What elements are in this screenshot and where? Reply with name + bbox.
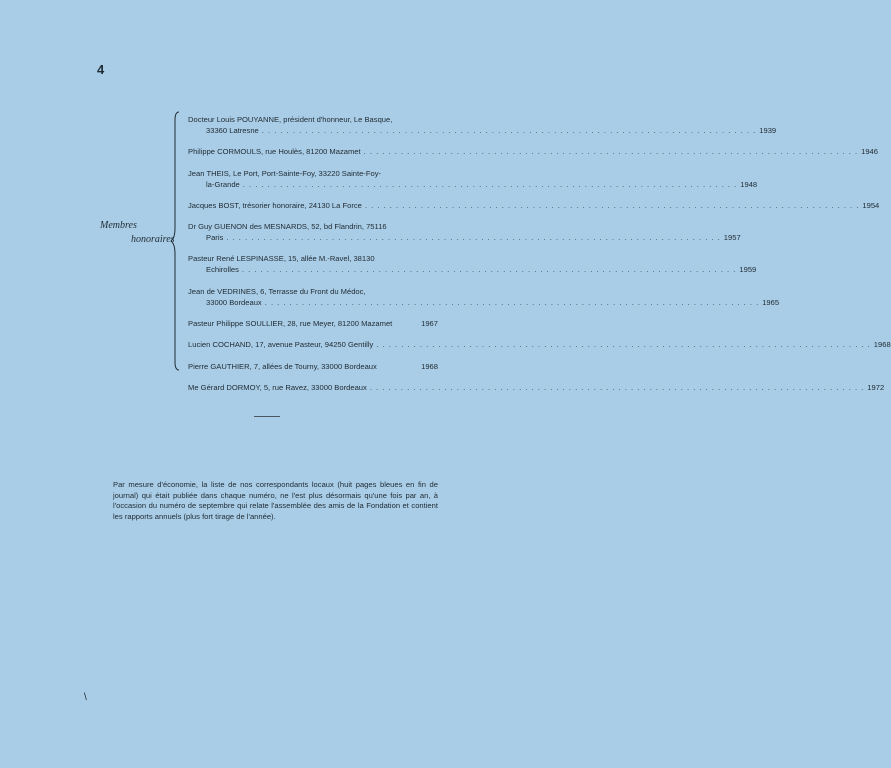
member-year: 1959 (739, 265, 757, 275)
member-text: Pasteur Philippe SOULLIER, 28, rue Meyer, 81200 Mazamet (188, 319, 393, 329)
member-entry (188, 318, 438, 329)
member-line (188, 361, 438, 372)
member-line (188, 286, 438, 297)
dot-leader (395, 318, 418, 329)
page-number: 4 (97, 62, 105, 77)
member-line (188, 179, 758, 190)
member-entry (188, 200, 880, 211)
member-text: Lucien COCHAND, 17, avenue Pasteur, 94250 Gentilly (188, 340, 374, 350)
dot-leader: . . . . . . . . . . . . . . . . . . . . . . . . . . . . . . . . . . . . . . . . . . . . . . . . . . . . . . . . . . . . . . . . . . . . . . . . . . . . . . . . (369, 382, 865, 392)
member-line (188, 221, 438, 232)
member-text: la-Grande (206, 179, 240, 189)
member-line (188, 114, 438, 125)
dot-leader: . . . . . . . . . . . . . . . . . . . . . . . . . . . . . . . . . . . . . . . . . . . . . . . . . . . . . . . . . . . . . . . . . . . . . . . . . . . . . . . . (364, 200, 860, 210)
member-entry (188, 339, 891, 350)
member-line (188, 168, 438, 179)
member-text: Echirolles (206, 265, 239, 275)
member-line (188, 318, 438, 329)
member-entry (188, 146, 878, 157)
dot-leader: . . . . . . . . . . . . . . . . . . . . . . . . . . . . . . . . . . . . . . . . . . . . . . . . . . . . . . . . . . . . . . . . . . . . . . . . . . . . . . . . (363, 147, 859, 157)
member-text: Jacques BOST, trésorier honoraire, 24130 La Force (188, 200, 362, 210)
member-line (188, 264, 757, 275)
member-year: 1967 (421, 319, 438, 329)
member-entry (188, 286, 780, 308)
member-text: Jean THEIS, Le Port, Port-Sainte-Foy, 33220 Sainte-Foy- (188, 168, 382, 178)
dot-leader: . . . . . . . . . . . . . . . . . . . . . . . . . . . . . . . . . . . . . . . . . . . . . . . . . . . . . . . . . . . . . . . . . . . . . . . . . . . . . . . . (376, 340, 871, 350)
member-entry (188, 253, 757, 275)
stray-mark: \ (84, 692, 87, 703)
member-text: Docteur Louis POUYANNE, président d'honneur, Le Basque, (188, 115, 393, 124)
member-text: Jean de VEDRINES, 6, Terrasse du Front du Médoc, (188, 286, 366, 296)
member-line (188, 339, 891, 350)
member-text: Paris (206, 233, 224, 243)
member-text: 33360 Latresne (206, 126, 259, 135)
member-text: Pasteur René LESPINASSE, 15, allée M.-Ravel, 38130 (188, 254, 375, 264)
member-text: Philippe CORMOULS, rue Houlès, 81200 Mazamet (188, 147, 361, 157)
member-line (188, 200, 880, 211)
member-line (188, 297, 780, 308)
member-line (188, 146, 878, 157)
note-paragraph: Par mesure d'économie, la liste de nos correspondants locaux (huit pages bleues en fin de journal) qui était publiée dans chaque numéro, ne l'est plus désormais qu'une fois par an, à l'occasion du numéro de septembre qui relate l'assemblée des amis de la Fondation et contient les rapports annuels (plus fort tirage de l'année). (113, 480, 438, 521)
member-year: 1946 (861, 147, 878, 157)
member-year: 1939 (759, 126, 777, 135)
member-text: 33000 Bordeaux (206, 297, 262, 307)
member-line (188, 232, 741, 243)
member-entry (188, 382, 885, 393)
member-entry (188, 361, 438, 372)
member-year: 1965 (762, 297, 780, 307)
member-year: 1948 (740, 179, 758, 189)
dot-leader: . . . . . . . . . . . . . . . . . . . . . . . . . . . . . . . . . . . . . . . . . . . . . . . . . . . . . . . . . . . . . . . . . . . . . . . . . . . . . . . . (226, 233, 721, 243)
dot-leader: . . . . . . . . . . . . . . . . . . . . . . . . . . . . . . . . . . . . . . . . . . . . . . . . . . . . . . . . . . . . . . . . . . . . . . . . . . . . . . . . (261, 126, 757, 135)
member-year: 1968 (873, 340, 891, 350)
curly-brace (170, 110, 184, 372)
member-line (188, 382, 885, 393)
member-year: 1954 (862, 200, 880, 210)
member-text: Me Gérard DORMOY, 5, rue Ravez, 33000 Bordeaux (188, 382, 367, 392)
member-entry (188, 221, 741, 243)
member-text: Pierre GAUTHIER, 7, allées de Tourny, 33000 Bordeaux (188, 361, 377, 371)
separator-rule (254, 416, 280, 417)
member-year: 1968 (421, 361, 438, 371)
member-year: 1972 (867, 382, 885, 392)
honorary-members-list (188, 114, 891, 403)
member-text: Dr Guy GUENON des MESNARDS, 52, bd Flandrin, 75116 (188, 222, 387, 232)
side-label-honoraires: honoraires (131, 234, 175, 245)
member-line (188, 253, 438, 264)
dot-leader: . . . . . . . . . . . . . . . . . . . . . . . . . . . . . . . . . . . . . . . . . . . . . . . . . . . . . . . . . . . . . . . . . . . . . . . . . . . . . . . . (242, 179, 738, 189)
side-label-membres: Membres (100, 220, 137, 231)
member-year: 1957 (723, 233, 741, 243)
member-entry (188, 168, 758, 190)
dot-leader: . . . . . . . . . . . . . . . . . . . . . . . . . . . . . . . . . . . . . . . . . . . . . . . . . . . . . . . . . . . . . . . . . . . . . . . . . . . . . . . . (264, 297, 760, 307)
member-line (188, 125, 777, 136)
member-entry (188, 114, 777, 136)
dot-leader: . . . . . . . . . . . . . . . . . . . . . . . . . . . . . . . . . . . . . . . . . . . . . . . . . . . . . . . . . . . . . . . . . . . . . . . . . . . . . . . . (241, 265, 737, 275)
dot-leader (380, 361, 418, 372)
